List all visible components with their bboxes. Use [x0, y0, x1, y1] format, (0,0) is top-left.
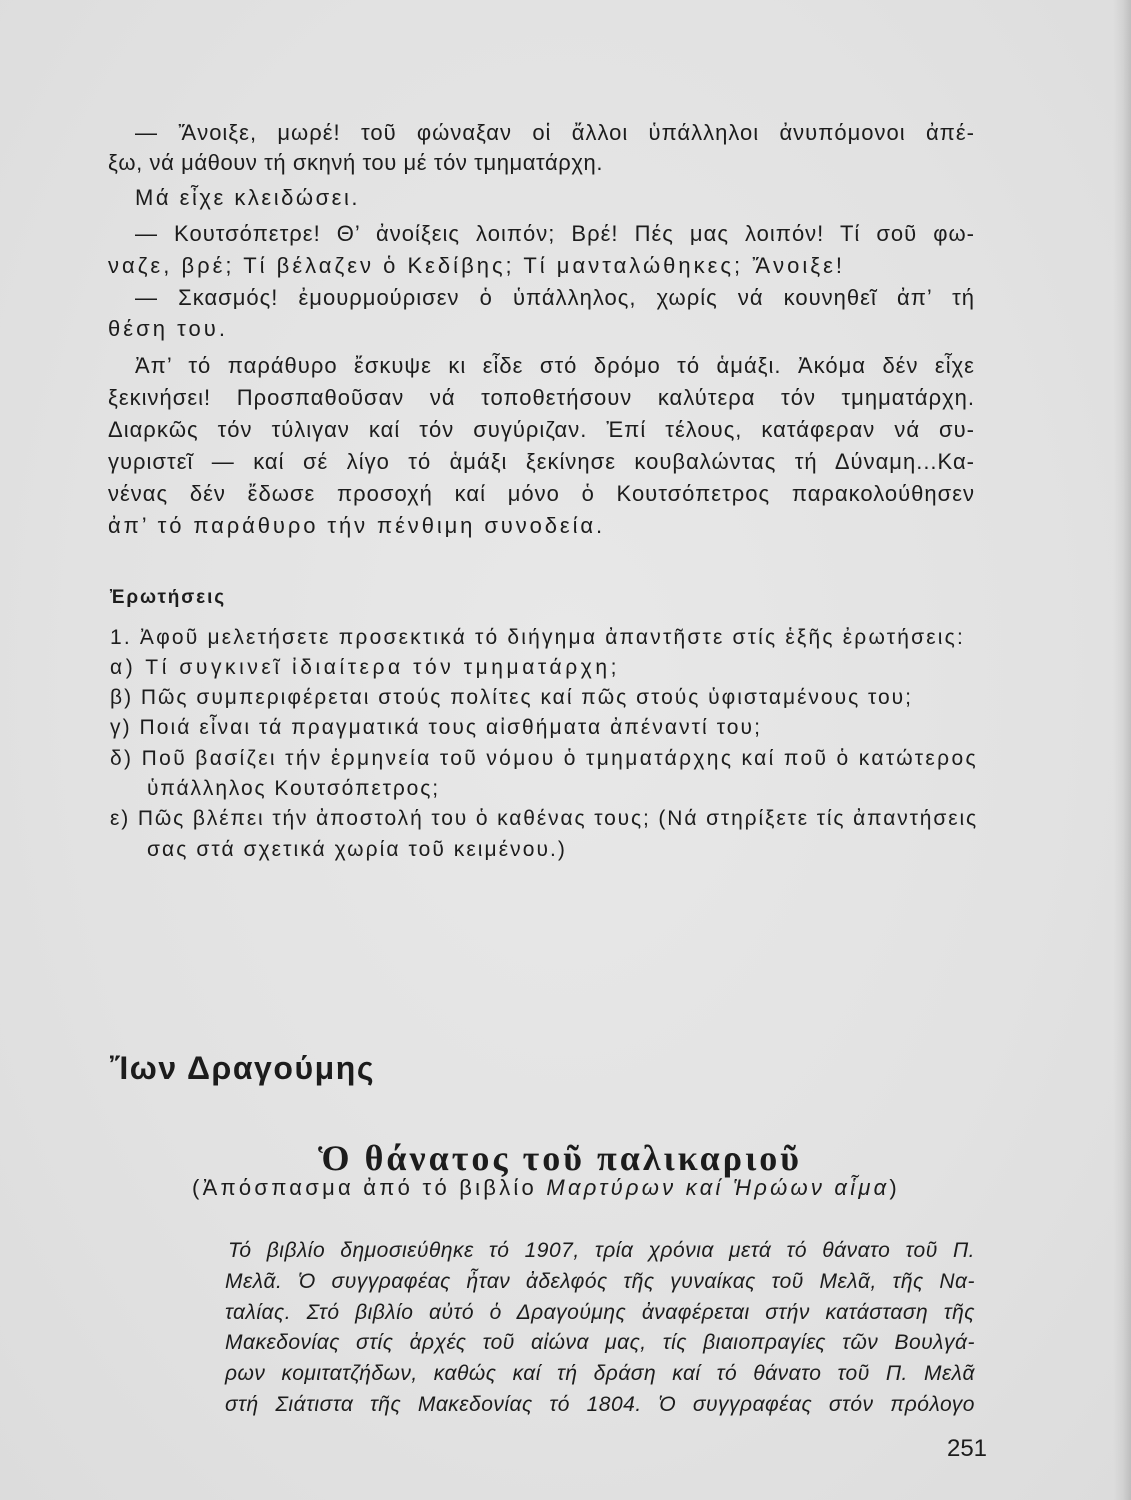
body-line: — Κουτσόπετρε! Θ’ ἀνοίξεις λοιπόν; Βρέ! Πές μας λοιπόν! Τί σοῦ φω- [135, 221, 975, 246]
intro-line: ρων κομιτατζήδων, καθώς καί τή δράση καί τό θάνατο τοῦ Π. Μελᾶ [225, 1362, 975, 1385]
body-line: θέση του. [108, 316, 228, 341]
page-edge-shadow [1113, 0, 1131, 1500]
intro-line: Τό βιβλίο δημοσιεύθηκε τό 1907, τρία χρόνια μετά τό θάνατο τοῦ Π. [228, 1239, 975, 1262]
body-line: ἀπ’ τό παράθυρο τήν πένθιμη συνοδεία. [108, 513, 605, 538]
body-line: Μά εἶχε κλειδώσει. [135, 185, 360, 210]
body-line: ναζε, βρέ; Τί βέλαζεν ὁ Κεδίβης; Τί μανταλώθηκες; Ἄνοιξε! [108, 253, 845, 278]
question-line: σας στά σχετικά χωρία τοῦ κειμένου.) [147, 838, 567, 861]
intro-line: στή Σιάτιστα τῆς Μακεδονίας τό 1804. Ὁ συγγραφέας στόν πρόλογο [225, 1393, 975, 1416]
question-line: 1. Ἀφοῦ μελετήσετε προσεκτικά τό διήγημα ἀπαντῆστε στίς ἑξῆς ἐρωτήσεις: [110, 626, 965, 649]
question-line: ε) Πῶς βλέπει τήν ἀποστολή του ὁ καθένας τους; (Νά στηρίξετε τίς ἀπαντήσεις [110, 807, 978, 830]
intro-line: ταλίας. Στό βιβλίο αὐτό ὁ Δραγούμης ἀναφέρεται στήν κατάσταση τῆς [225, 1301, 975, 1324]
questions-heading: Ἐρωτήσεις [110, 587, 226, 608]
question-line: α) Τί συγκινεῖ ἰδιαίτερα τόν τμηματάρχη; [110, 656, 620, 679]
body-line: — Ἄνοιξε, μωρέ! τοῦ φώναξαν οἱ ἄλλοι ὑπάλληλοι ἀνυπόμονοι ἀπέ- [135, 120, 975, 145]
question-line: ὑπάλληλος Κουτσόπετρος; [147, 777, 440, 800]
subtitle-suffix: ) [889, 1175, 900, 1200]
story-subtitle [192, 1173, 900, 1203]
intro-line: Μελᾶ. Ὁ συγγραφέας ἦταν ἀδελφός τῆς γυναίκας τοῦ Μελᾶ, τῆς Να- [225, 1270, 975, 1293]
body-line: ξεκινήσει! Προσπαθοῦσαν νά τοποθετήσουν καλύτερα τόν τμηματάρχη. [108, 385, 975, 410]
question-line: β) Πῶς συμπεριφέρεται στούς πολίτες καί πῶς στούς ὑφισταμένους του; [110, 686, 913, 709]
question-line: δ) Ποῦ βασίζει τήν ἑρμηνεία τοῦ νόμου ὁ τμηματάρχης καί ποῦ ὁ κατώτερος [110, 747, 978, 770]
body-line: ξω, νά μάθουν τή σκηνή του μέ τόν τμηματάρχη. [108, 150, 603, 175]
body-line: — Σκασμός! ἐμουρμούρισεν ὁ ὑπάλληλος, χωρίς νά κουνηθεῖ ἀπ’ τή [135, 285, 975, 310]
question-line: γ) Ποιά εἶναι τά πραγματικά τους αἰσθήματα ἀπέναντί του; [110, 716, 762, 739]
body-line: Ἀπ’ τό παράθυρο ἔσκυψε κι εἶδε στό δρόμο τό ἁμάξι. Ἀκόμα δέν εἶχε [135, 353, 975, 378]
intro-line: Μακεδονίας στίς ἀρχές τοῦ αἰώνα μας, τίς βιαιοπραγίες τῶν Βουλγά- [225, 1331, 975, 1354]
subtitle-prefix: (Ἀπόσπασμα ἀπό τό βιβλίο [192, 1175, 547, 1200]
body-line: Διαρκῶς τόν τύλιγαν καί τόν συγύριζαν. Ἐπί τέλους, κατάφεραν νά συ- [108, 417, 975, 442]
page-number: 251 [947, 1435, 987, 1462]
author-name: Ἴων Δραγούμης [110, 1050, 375, 1086]
book-title: Μαρτύρων καί Ἡρώων αἷμα [546, 1175, 890, 1200]
body-line: νένας δέν ἔδωσε προσοχή καί μόνο ὁ Κουτσόπετρος παρακολούθησεν [108, 481, 975, 506]
body-line: γυριστεῖ — καί σέ λίγο τό ἁμάξι ξεκίνησε κουβαλώντας τή Δύναμη...Κα- [108, 449, 975, 474]
story-title: Ὁ θάνατος τοῦ παλικαριοῦ [318, 1138, 802, 1178]
